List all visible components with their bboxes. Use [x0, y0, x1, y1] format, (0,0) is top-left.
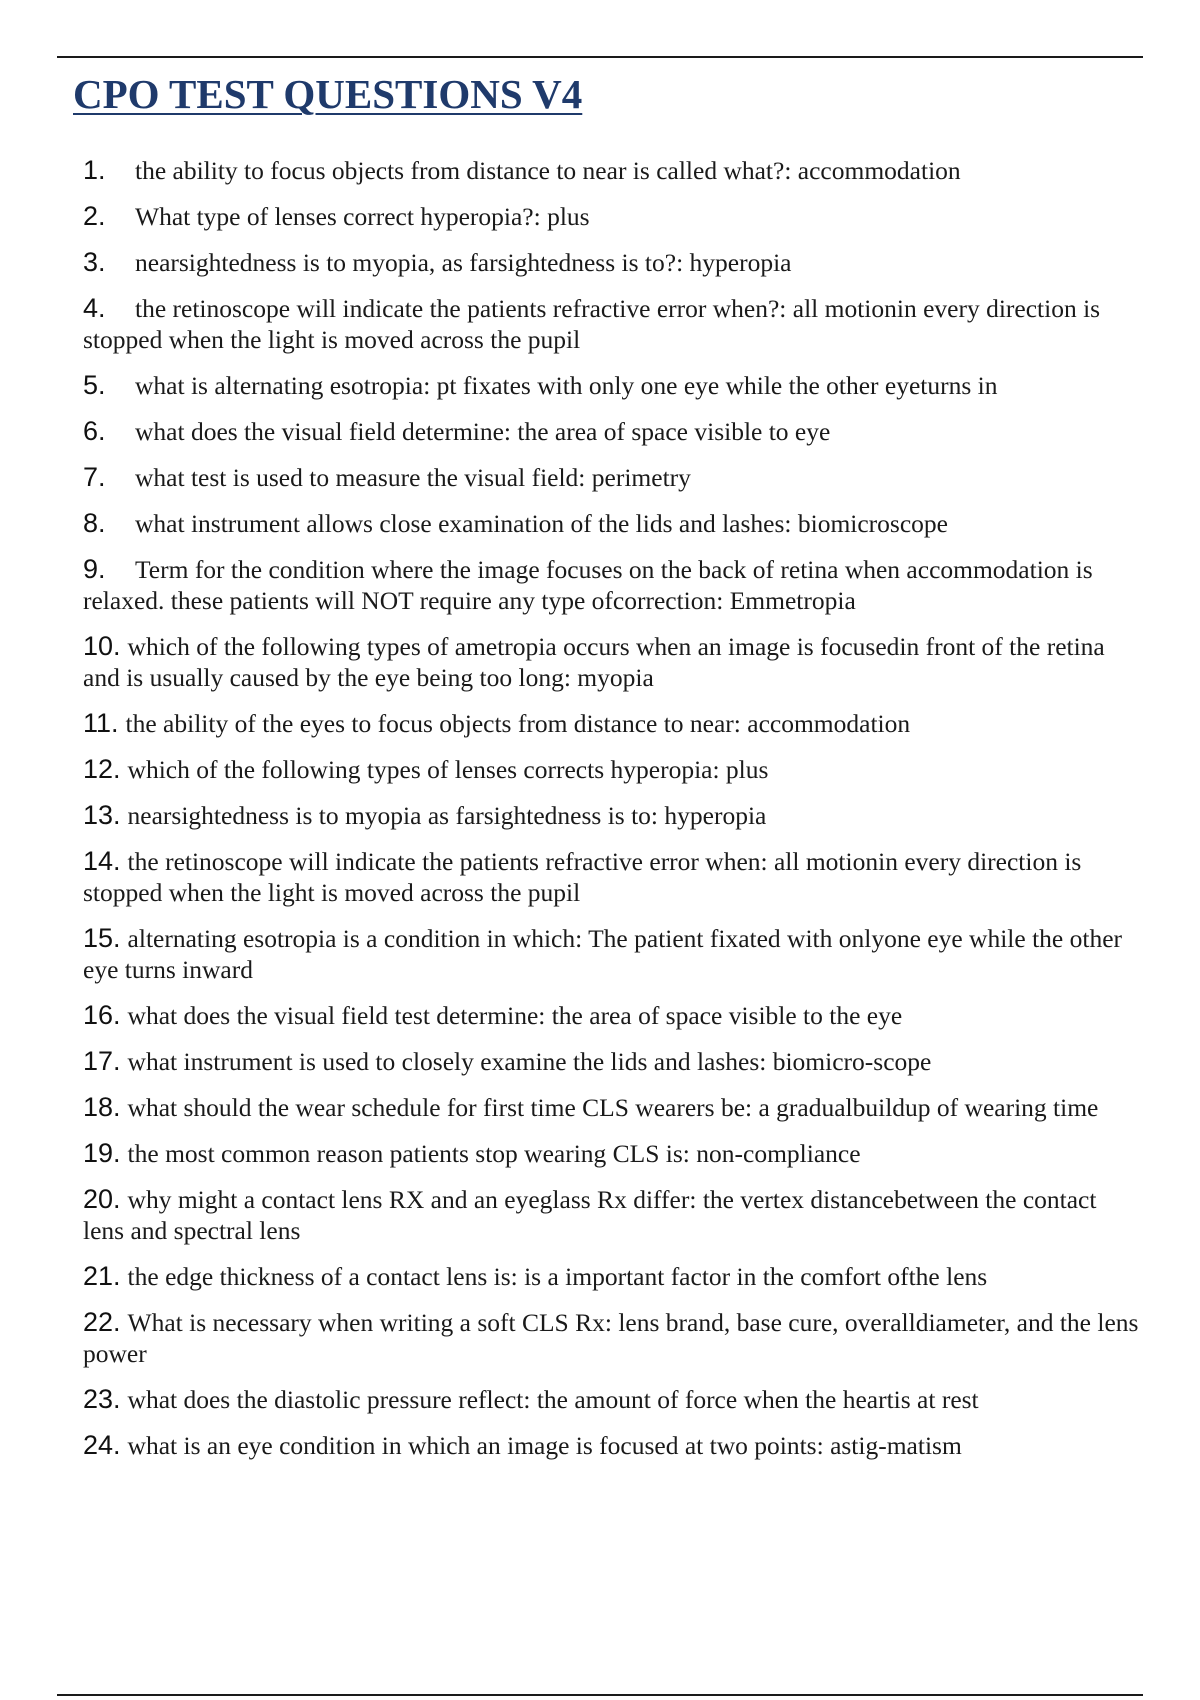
question-item — [83, 462, 1143, 493]
question-item — [83, 293, 1143, 355]
question-text: what should the wear schedule for first time CLS wearers be: a gradualbuildup of wearing time — [127, 1093, 1099, 1122]
question-number: 7. — [83, 462, 106, 492]
question-number: 4. — [83, 293, 106, 323]
question-number: 10. — [83, 631, 121, 661]
page-title: CPO TEST QUESTIONS V4 — [73, 71, 583, 117]
question-number: 3. — [83, 247, 106, 277]
question-text: which of the following types of ametropia occurs when an image is focusedin front of the retina and is usually caused by the eye being too long: myopia — [83, 632, 1105, 692]
question-text: the ability to focus objects from distance to near is called what?: accommodation — [135, 156, 961, 185]
question-item — [83, 416, 1143, 447]
question-item — [83, 1261, 1143, 1292]
question-number: 19. — [83, 1138, 121, 1168]
bottom-rule — [57, 1694, 1143, 1696]
question-number: 11. — [83, 708, 119, 738]
question-text: what instrument is used to closely examine the lids and lashes: biomicro-scope — [127, 1047, 932, 1076]
question-text: what is an eye condition in which an image is focused at two points: astig-matism — [127, 1431, 962, 1460]
question-text: what does the diastolic pressure reflect: the amount of force when the heartis at rest — [127, 1385, 979, 1414]
question-item — [83, 554, 1143, 616]
question-number: 6. — [83, 416, 106, 446]
question-number: 17. — [83, 1046, 121, 1076]
question-item — [83, 1307, 1143, 1369]
question-text: alternating esotropia is a condition in which: The patient fixated with onlyone eye while the other eye turns inward — [83, 924, 1123, 984]
question-number: 12. — [83, 754, 121, 784]
question-item — [83, 846, 1143, 908]
question-item — [83, 1046, 1143, 1077]
question-number: 13. — [83, 800, 121, 830]
question-text: what does the visual field determine: the area of space visible to eye — [135, 417, 831, 446]
question-text: the retinoscope will indicate the patients refractive error when?: all motionin every direction is stopped when the light is moved across the pupil — [83, 294, 1101, 354]
question-number: 15. — [83, 923, 121, 953]
question-text: What is necessary when writing a soft CLS Rx: lens brand, base cure, overalldiameter, and the lens power — [83, 1308, 1139, 1368]
question-text: the ability of the eyes to focus objects from distance to near: accommodation — [125, 709, 911, 738]
question-item — [83, 155, 1143, 186]
question-number: 16. — [83, 1000, 121, 1030]
question-number: 18. — [83, 1092, 121, 1122]
question-item — [83, 754, 1143, 785]
question-item — [83, 631, 1143, 693]
question-text: nearsightedness is to myopia, as farsightedness is to?: hyperopia — [135, 248, 792, 277]
question-number: 2. — [83, 201, 106, 231]
question-item — [83, 201, 1143, 232]
question-number: 21. — [83, 1261, 121, 1291]
question-text: the most common reason patients stop wearing CLS is: non-compliance — [127, 1139, 861, 1168]
question-text: what instrument allows close examination of the lids and lashes: biomicroscope — [135, 509, 948, 538]
question-number: 20. — [83, 1184, 121, 1214]
question-number: 5. — [83, 370, 106, 400]
question-item — [83, 1092, 1143, 1123]
question-text: what does the visual field test determine: the area of space visible to the eye — [127, 1001, 903, 1030]
question-text: why might a contact lens RX and an eyeglass Rx differ: the vertex distancebetween the contact lens and spectral lens — [83, 1185, 1097, 1245]
question-item — [83, 1000, 1143, 1031]
question-item — [83, 247, 1143, 278]
question-number: 9. — [83, 554, 106, 584]
question-item — [83, 1430, 1143, 1461]
question-item — [83, 923, 1143, 985]
question-number: 24. — [83, 1430, 121, 1460]
question-item — [83, 508, 1143, 539]
question-item — [83, 1384, 1143, 1415]
question-item — [83, 708, 1143, 739]
question-item — [83, 1184, 1143, 1246]
question-text: what is alternating esotropia: pt fixates with only one eye while the other eyeturns in — [135, 371, 998, 400]
question-item — [83, 370, 1143, 401]
question-text: the retinoscope will indicate the patients refractive error when: all motionin every direction is stopped when the light is moved across the pupil — [83, 847, 1082, 907]
question-text: what test is used to measure the visual field: perimetry — [135, 463, 691, 492]
question-number: 14. — [83, 846, 121, 876]
question-item — [83, 1138, 1143, 1169]
question-list — [83, 155, 1143, 1476]
question-number: 23. — [83, 1384, 121, 1414]
question-number: 22. — [83, 1307, 121, 1337]
question-item — [83, 800, 1143, 831]
top-rule — [57, 56, 1143, 58]
question-number: 8. — [83, 508, 106, 538]
question-text: Term for the condition where the image focuses on the back of retina when accommodation is relaxed. these patients will NOT require any type ofcorrection: Emmetropia — [83, 555, 1093, 615]
question-text: What type of lenses correct hyperopia?: plus — [135, 202, 590, 231]
question-number: 1. — [83, 155, 106, 185]
question-text: nearsightedness is to myopia as farsightedness is to: hyperopia — [127, 801, 767, 830]
question-text: the edge thickness of a contact lens is: is a important factor in the comfort ofthe lens — [127, 1262, 988, 1291]
question-text: which of the following types of lenses corrects hyperopia: plus — [127, 755, 769, 784]
